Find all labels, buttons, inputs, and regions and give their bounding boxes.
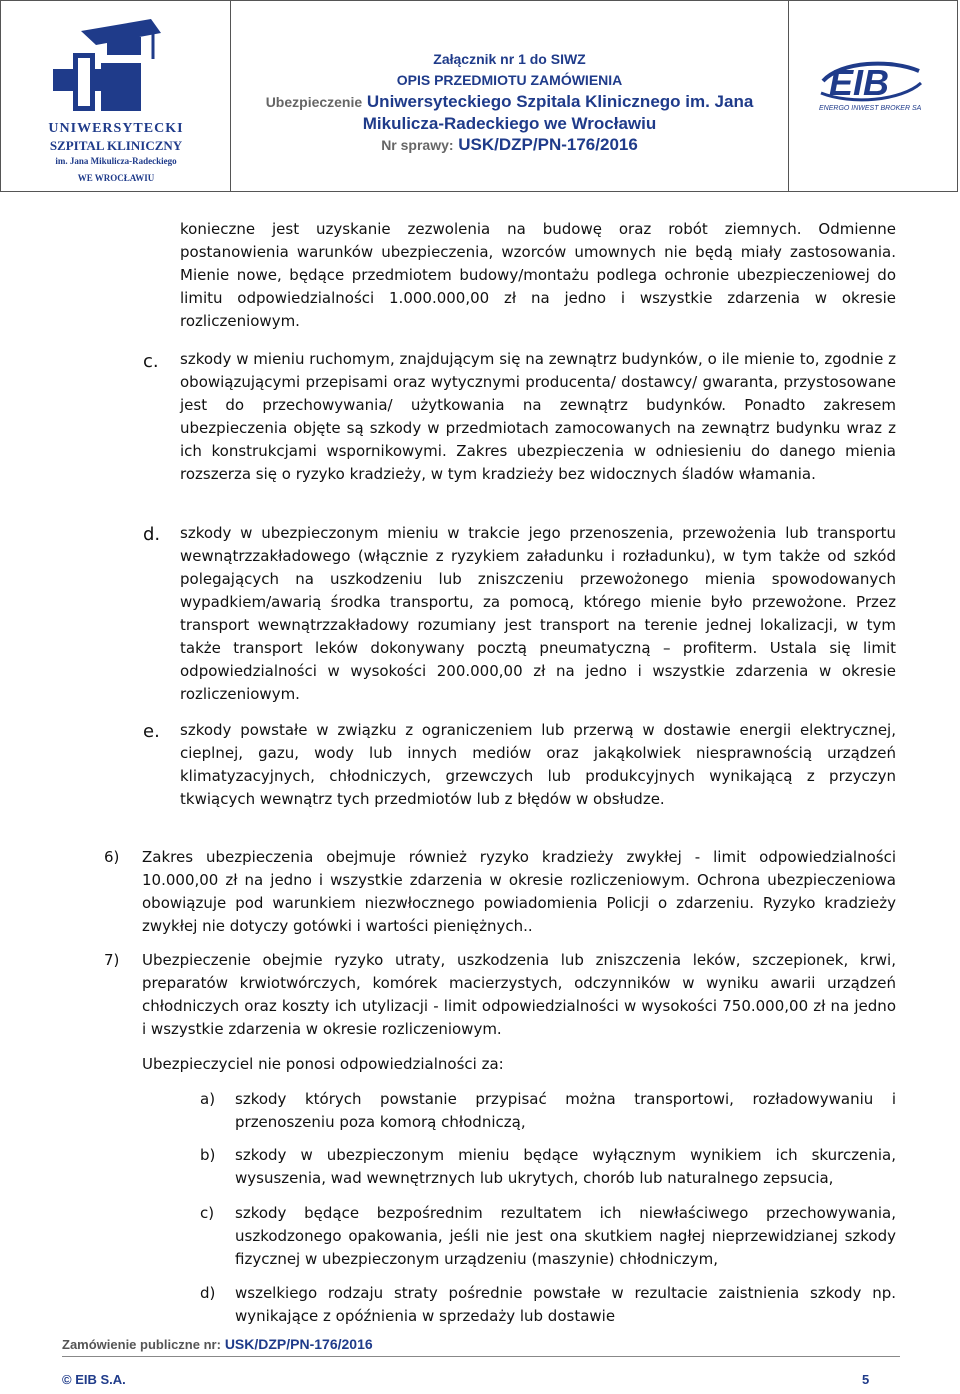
item-6-label: 6) <box>104 848 120 866</box>
header-attachment: Załącznik nr 1 do SIWZ <box>433 51 586 67</box>
broker-logo <box>789 1 957 191</box>
logo-line-1: UNIWERSYTECKI <box>48 121 184 136</box>
header-insurance-rest: Uniwersyteckiego Szpitala Klinicznego im. Jana <box>366 92 754 111</box>
header-title-block <box>231 1 789 191</box>
header-case-prefix: Nr sprawy: <box>381 137 454 153</box>
header-insurance-prefix: Ubezpieczenie <box>265 94 363 110</box>
item-c-text: szkody w mieniu ruchomym, znajdującym się na zewnątrz budynków, o ile mienie to, zgodnie z obowiązującymi przepisami oraz wytycznymi producenta/ dostawcy/ gwaranta, przystosowane jest do przechowywania/ użytkowania na zewnątrz budynków. Ponadto zakresem ubezpieczenia objęte są szkody w przedmiotach zamocowanych na zewnątrz budynku wraz z ich konstrukcjami wspornikowymi. Zakres ubezpieczenia w odniesieniu do danego mienia rozszerza się o ryzyko kradzieży, w tym kradzieży bez widocznych śladów włamania. <box>180 350 896 483</box>
header-case-line <box>231 134 788 156</box>
excl-c-text: szkody będące bezpośrednim rezultatem ich niewłaściwego przechowywania, uszkodzonego opakowania, jeśli nie jest ona skutkiem nagłej nieprzewidzianej szkody fizycznej w ubezpieczonym urządzeniu (maszynie) chłodniczym, <box>235 1204 896 1268</box>
graduation-cap-cross-icon <box>1 11 231 126</box>
item-d-label: d. <box>143 524 161 545</box>
item-d-text: szkody w ubezpieczonym mieniu w trakcie jego przenoszenia, przewożenia lub transportu wewnątrzzakładowego (włącznie z ryzykiem załadunku i rozładunku), w tym także od szkód polegających na uszkodzeniu lub zniszczeniu przewożonego mienia spowodowanych wypadkiem/awarią środka transportu, za pomocą, którego mienie było przewożone. Przez transport wewnątrzzakładowy rozumiany jest transport na terenie jednej lokalizacji, w tym także transport leków dokonywany pocztą pneumatyczną – profiterm. Ustala się limit odpowiedzialności w wysokości 200.000,00 zł na jedno i wszystkie zdarzenia w okresie rozliczeniowym. <box>180 524 896 703</box>
intro-paragraph: konieczne jest uzyskanie zezwolenia na budowę oraz robót ziemnych. Odmienne postanowienia warunków ubezpieczenia, wzorców umownych nie będą miały zastosowania. Mienie nowe, będące przedmiotem budowy/montażu podlega ochronie ubezpieczeniowej do limitu odpowiedzialności 1.000.000,00 zł na jedno i wszystkie zdarzenia w okresie rozliczeniowym. <box>180 220 896 330</box>
eib-mark: EIB <box>829 62 890 103</box>
header-hospital-line: Mikulicza-Radeckiego we Wrocławiu <box>362 114 657 133</box>
eib-logo-icon <box>811 53 931 113</box>
item-e-label: e. <box>143 721 160 742</box>
item-c-label: c. <box>143 351 159 372</box>
excl-d-text: wszelkiego rodzaju straty pośrednie powstałe w rezultacie zaistnienia szkody np. wynikające z opóźnienia w sprzedaży lub dostawie <box>235 1284 896 1325</box>
excl-c-label: c) <box>200 1204 215 1222</box>
header-case-number: USK/DZP/PN-176/2016 <box>458 135 638 154</box>
excl-b-text: szkody w ubezpieczonym mieniu będące wyłącznym wynikiem ich skurczenia, wysuszenia, wad wewnętrznych lub ukrytych, chorób lub naturalnego zepsucia, <box>235 1146 896 1187</box>
item-6-text: Zakres ubezpieczenia obejmuje również ryzyko kradzieży zwykłej - limit odpowiedzialności 10.000,00 zł na jedno i wszystkie zdarzenia w okresie rozliczeniowym. Ochrona ubezpieczeniowa obowiązuje pod warunkiem niezwłocznego powiadomienia Policji o zdarzeniu. Ryzyko kradzieży zwykłej nie dotyczy gotówki i wartości pieniężnych.. <box>142 848 896 935</box>
footer-case-label: Zamówienie publiczne nr: <box>62 1337 221 1352</box>
logo-line-3: im. Jana Mikulicza-Radeckiego <box>55 156 177 166</box>
excl-d-label: d) <box>200 1284 216 1302</box>
header-subject: OPIS PRZEDMIOTU ZAMÓWIENIA <box>396 72 623 88</box>
footer-case-number: USK/DZP/PN-176/2016 <box>224 1336 373 1352</box>
item-7-text: Ubezpieczenie obejmie ryzyko utraty, uszkodzenia lub zniszczenia leków, szczepionek, krwi, preparatów krwiotwórczych, komórek macierzystych, odczynników w wyniku awarii urządzeń chłodniczych oraz koszty ich utylizacji - limit odpowiedzialności w wysokości 750.000,00 zł na jedno i wszystkie zdarzenia w okresie rozliczeniowym. <box>142 951 896 1038</box>
footer-case <box>62 1336 373 1352</box>
excl-a-label: a) <box>200 1090 216 1108</box>
hospital-logo <box>1 1 231 191</box>
page-number: 5 <box>862 1372 870 1387</box>
item-e-text: szkody powstałe w związku z ograniczeniem lub przerwą w dostawie energii elektrycznej, cieplnej, gazu, wody lub innych mediów oraz jakąkolwiek niesprawnością urządzeń klimatyzacyjnych, chłodniczych, grzewczych lub produkcyjnych wynikającą z przyczyn tkwiących wewnątrz tych przedmiotów lub z błędów w obsłudze. <box>180 721 896 808</box>
excl-a-text: szkody których powstanie przypisać można transportowi, rozładowywaniu i przenoszeniu poza komorą chłodniczą, <box>235 1090 896 1131</box>
logo-line-2: SZPITAL KLINICZNY <box>49 138 183 153</box>
excl-b-label: b) <box>200 1146 216 1164</box>
item-7-label: 7) <box>104 951 120 969</box>
exclusions-intro: Ubezpieczyciel nie ponosi odpowiedzialności za: <box>142 1055 504 1073</box>
eib-subtitle: ENERGO INWEST BROKER SA <box>819 105 922 112</box>
footer-divider <box>62 1356 900 1357</box>
footer-copyright: © EIB S.A. <box>62 1372 126 1387</box>
logo-line-4: WE WROCŁAWIU <box>77 173 155 183</box>
header-insurance-line <box>231 91 788 113</box>
document-header <box>0 0 958 192</box>
